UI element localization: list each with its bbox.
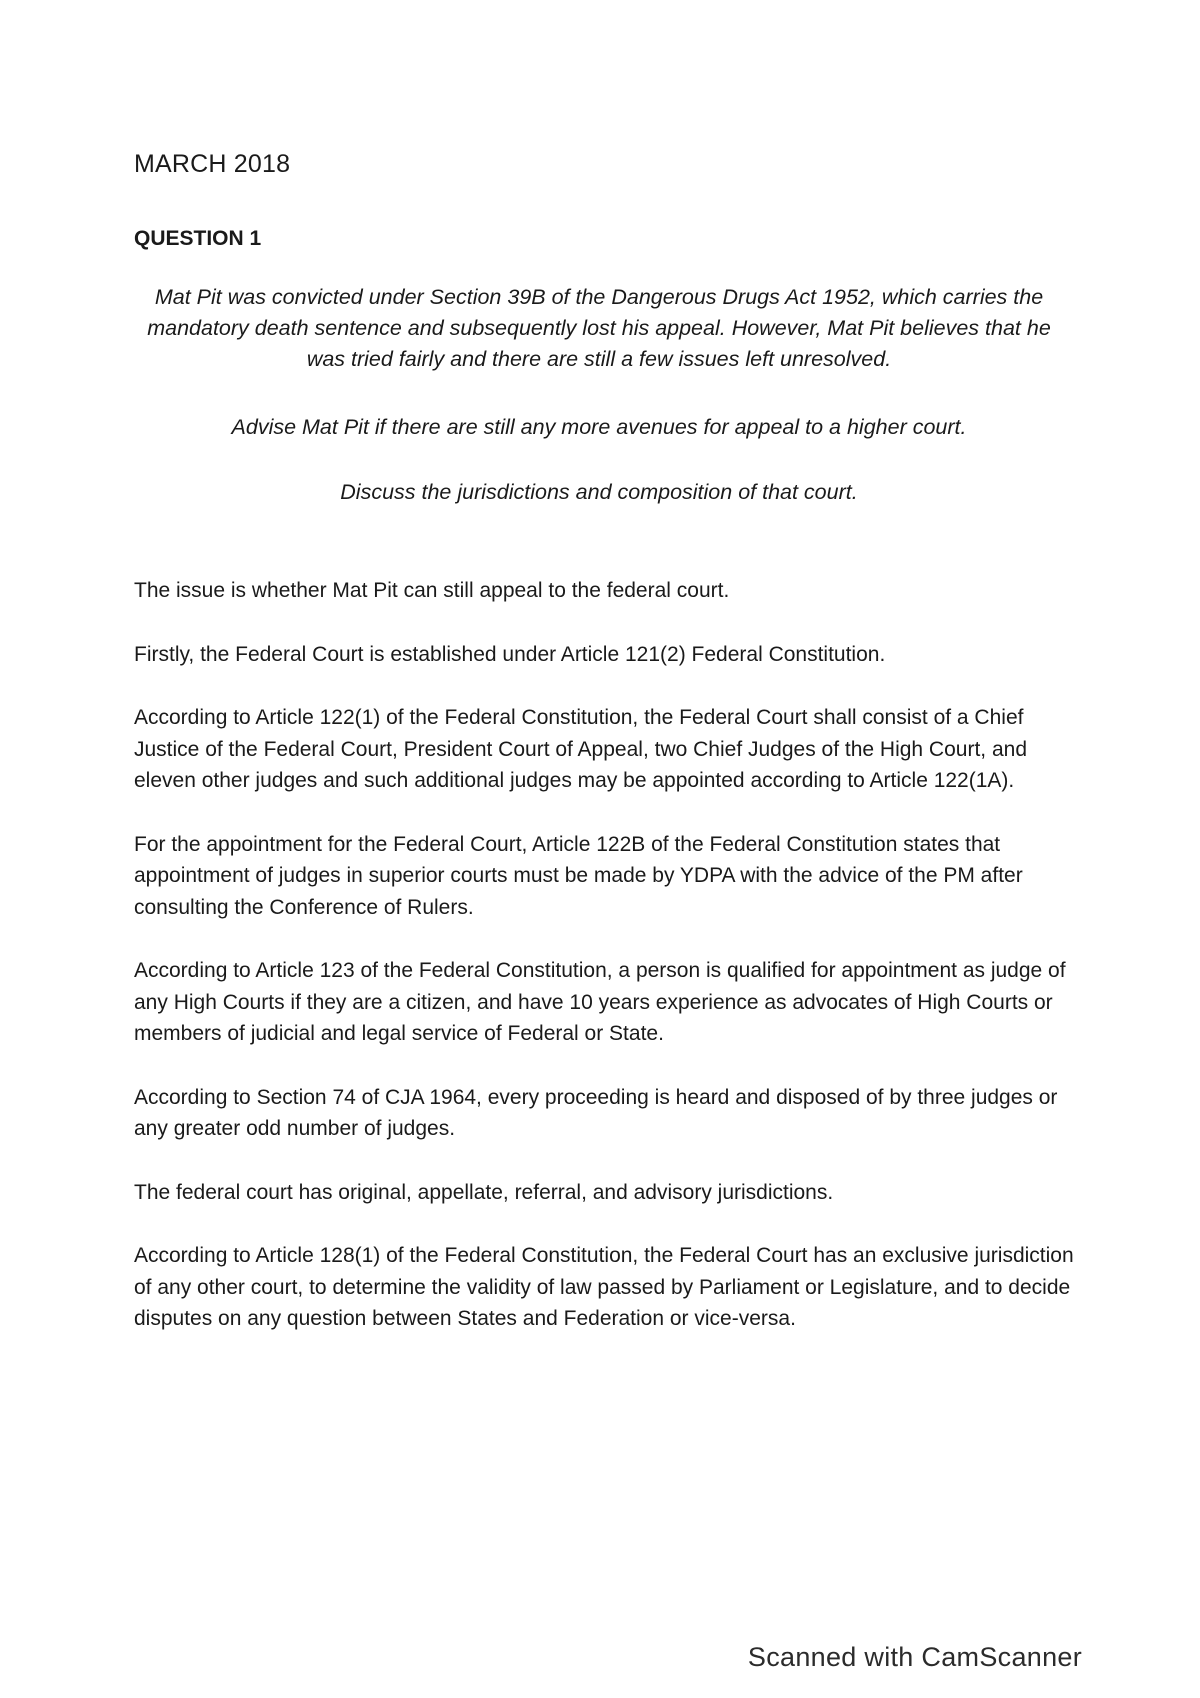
question-heading: QUESTION 1 (134, 227, 262, 250)
answer-paragraph-composition: According to Article 122(1) of the Federal Constitution, the Federal Court shall consist of a Chief Justice of the Federal Court, President Court of Appeal, two Chief Judges of the High Court, and eleven other judges and such additional judges may be appointed according to Article 122(1A). (134, 706, 1027, 792)
answer-paragraph-jurisdictions: The federal court has original, appellate, referral, and advisory jurisdictions. (134, 1180, 834, 1204)
answer-paragraph-quorum: According to Section 74 of CJA 1964, every proceeding is heard and disposed of by three judges or any greater odd number of judges. (134, 1085, 1058, 1140)
question-task-discuss: Discuss the jurisdictions and composition of that court. (340, 480, 858, 504)
answer-paragraph-exclusive-jurisdiction: According to Article 128(1) of the Federal Constitution, the Federal Court has an exclusive jurisdiction of any other court, to determine the validity of law passed by Parliament or Legislature, and to decide disputes on any question between States and Federation or vice-versa. (134, 1244, 1074, 1330)
answer-body (134, 575, 1074, 1335)
answer-paragraph-issue: The issue is whether Mat Pit can still appeal to the federal court. (134, 579, 730, 602)
document-date: MARCH 2018 (134, 150, 291, 178)
camscanner-watermark: Scanned with CamScanner (747, 1642, 1082, 1672)
answer-paragraph-establishment: Firstly, the Federal Court is established under Article 121(2) Federal Constitution. (134, 642, 886, 666)
answer-paragraph-qualification: According to Article 123 of the Federal Constitution, a person is qualified for appointment as judge of any High Courts if they are a citizen, and have 10 years experience as advocates of High Courts or members of judicial and legal service of Federal or State. (134, 959, 1066, 1045)
question-scenario: Mat Pit was convicted under Section 39B of the Dangerous Drugs Act 1952, which carries the mandatory death sentence and subsequently lost his appeal. However, Mat Pit believes that he was tried fairly and there are still a few issues left unresolved. (147, 285, 1051, 371)
question-task-advise: Advise Mat Pit if there are still any more avenues for appeal to a higher court. (231, 415, 967, 439)
answer-paragraph-appointment: For the appointment for the Federal Court, Article 122B of the Federal Constitution states that appointment of judges in superior courts must be made by YDPA with the advice of the PM after consulting the Conference of Rulers. (134, 832, 1023, 919)
